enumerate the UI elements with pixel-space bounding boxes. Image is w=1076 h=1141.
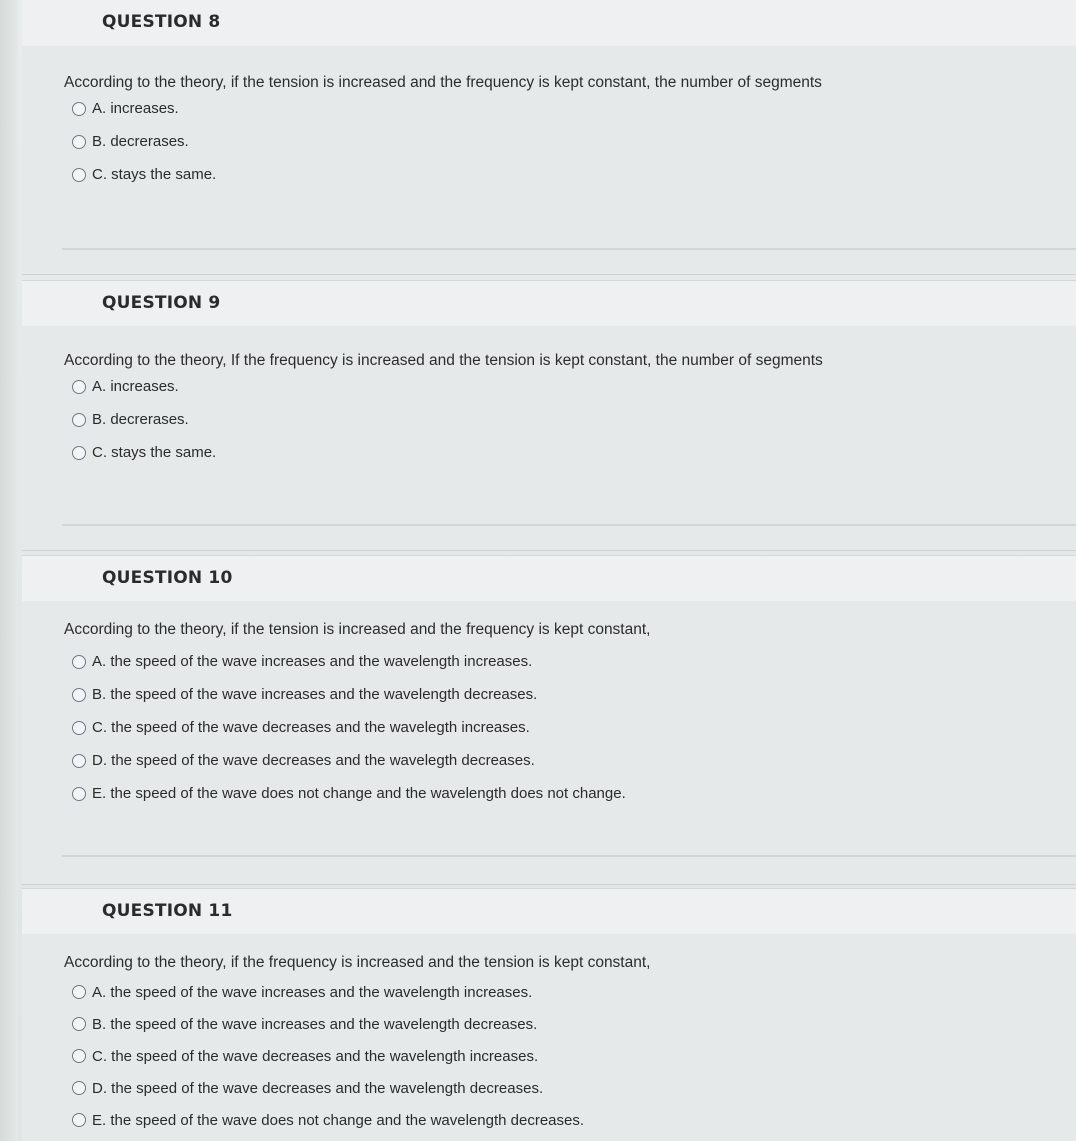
radio-button[interactable]	[72, 787, 86, 801]
question-text: According to the theory, if the frequency is increased and the tension is kept constant,	[64, 954, 651, 971]
answer-option-b[interactable]	[72, 125, 216, 158]
option-label: B. the speed of the wave increases and the wavelength decreases.	[92, 1015, 538, 1033]
answer-option-a[interactable]	[72, 92, 216, 125]
radio-button[interactable]	[72, 721, 86, 735]
question-header	[22, 555, 1076, 602]
question-title: QUESTION 10	[102, 568, 233, 588]
option-label: E. the speed of the wave does not change and the wavelength does not change.	[92, 785, 626, 802]
question-header	[22, 280, 1076, 327]
answer-option-d[interactable]	[72, 1072, 584, 1104]
answer-option-a[interactable]	[72, 370, 216, 403]
question-title: QUESTION 11	[102, 901, 233, 921]
option-label: A. increases.	[92, 100, 179, 117]
question-text: According to the theory, If the frequency is increased and the tension is kept constant, the number of segments	[64, 352, 823, 369]
answer-options	[72, 976, 584, 1136]
radio-button[interactable]	[72, 1017, 86, 1031]
section-divider	[22, 884, 1076, 885]
radio-button[interactable]	[72, 985, 86, 999]
section-divider	[22, 274, 1076, 275]
answer-option-c[interactable]	[72, 436, 216, 469]
answer-option-c[interactable]	[72, 711, 626, 744]
option-label: C. stays the same.	[92, 166, 217, 183]
question-title: QUESTION 8	[102, 12, 221, 32]
option-label: C. stays the same.	[92, 444, 217, 461]
answer-option-b[interactable]	[72, 403, 216, 436]
radio-button[interactable]	[72, 135, 86, 149]
answer-options	[72, 645, 626, 810]
answer-option-a[interactable]	[72, 976, 584, 1008]
answer-option-e[interactable]	[72, 777, 626, 810]
radio-button[interactable]	[72, 1049, 86, 1063]
question-text: According to the theory, if the tension is increased and the frequency is kept constant,	[64, 621, 651, 638]
answer-option-b[interactable]	[72, 1008, 584, 1040]
answer-option-e[interactable]	[72, 1104, 584, 1136]
question-header	[22, 0, 1076, 46]
option-label: B. decrerases.	[92, 133, 189, 150]
question-separator	[62, 524, 1076, 526]
question-10	[0, 555, 1076, 885]
radio-button[interactable]	[72, 413, 86, 427]
question-title: QUESTION 9	[102, 293, 221, 313]
question-11	[0, 888, 1076, 1141]
answer-options	[72, 92, 216, 191]
radio-button[interactable]	[72, 446, 86, 460]
question-separator	[62, 248, 1076, 250]
answer-options	[72, 370, 216, 469]
radio-button[interactable]	[72, 380, 86, 394]
answer-option-c[interactable]	[72, 158, 216, 191]
option-label: A. increases.	[92, 378, 179, 395]
radio-button[interactable]	[72, 168, 86, 182]
option-label: E. the speed of the wave does not change and the wavelength decreases.	[92, 1111, 585, 1129]
radio-button[interactable]	[72, 754, 86, 768]
option-label: B. decrerases.	[92, 411, 189, 428]
option-label: B. the speed of the wave increases and the wavelength decreases.	[92, 686, 538, 703]
question-9	[0, 280, 1076, 550]
answer-option-b[interactable]	[72, 678, 626, 711]
question-header	[22, 888, 1076, 935]
radio-button[interactable]	[72, 1081, 86, 1095]
radio-button[interactable]	[72, 1113, 86, 1127]
option-label: C. the speed of the wave decreases and the wavelength increases.	[92, 1047, 539, 1065]
option-label: A. the speed of the wave increases and the wavelength increases.	[92, 653, 533, 670]
question-8	[0, 0, 1076, 272]
option-label: D. the speed of the wave decreases and the wavelegth decreases.	[92, 752, 535, 769]
answer-option-d[interactable]	[72, 744, 626, 777]
radio-button[interactable]	[72, 688, 86, 702]
question-text: According to the theory, if the tension is increased and the frequency is kept constant, the number of segments	[64, 74, 822, 91]
option-label: A. the speed of the wave increases and the wavelength increases.	[92, 983, 533, 1001]
radio-button[interactable]	[72, 655, 86, 669]
option-label: C. the speed of the wave decreases and the wavelegth increases.	[92, 719, 530, 736]
section-divider	[22, 550, 1076, 551]
question-separator	[62, 855, 1076, 857]
answer-option-c[interactable]	[72, 1040, 584, 1072]
radio-button[interactable]	[72, 102, 86, 116]
option-label: D. the speed of the wave decreases and the wavelength decreases.	[92, 1079, 544, 1097]
answer-option-a[interactable]	[72, 645, 626, 678]
